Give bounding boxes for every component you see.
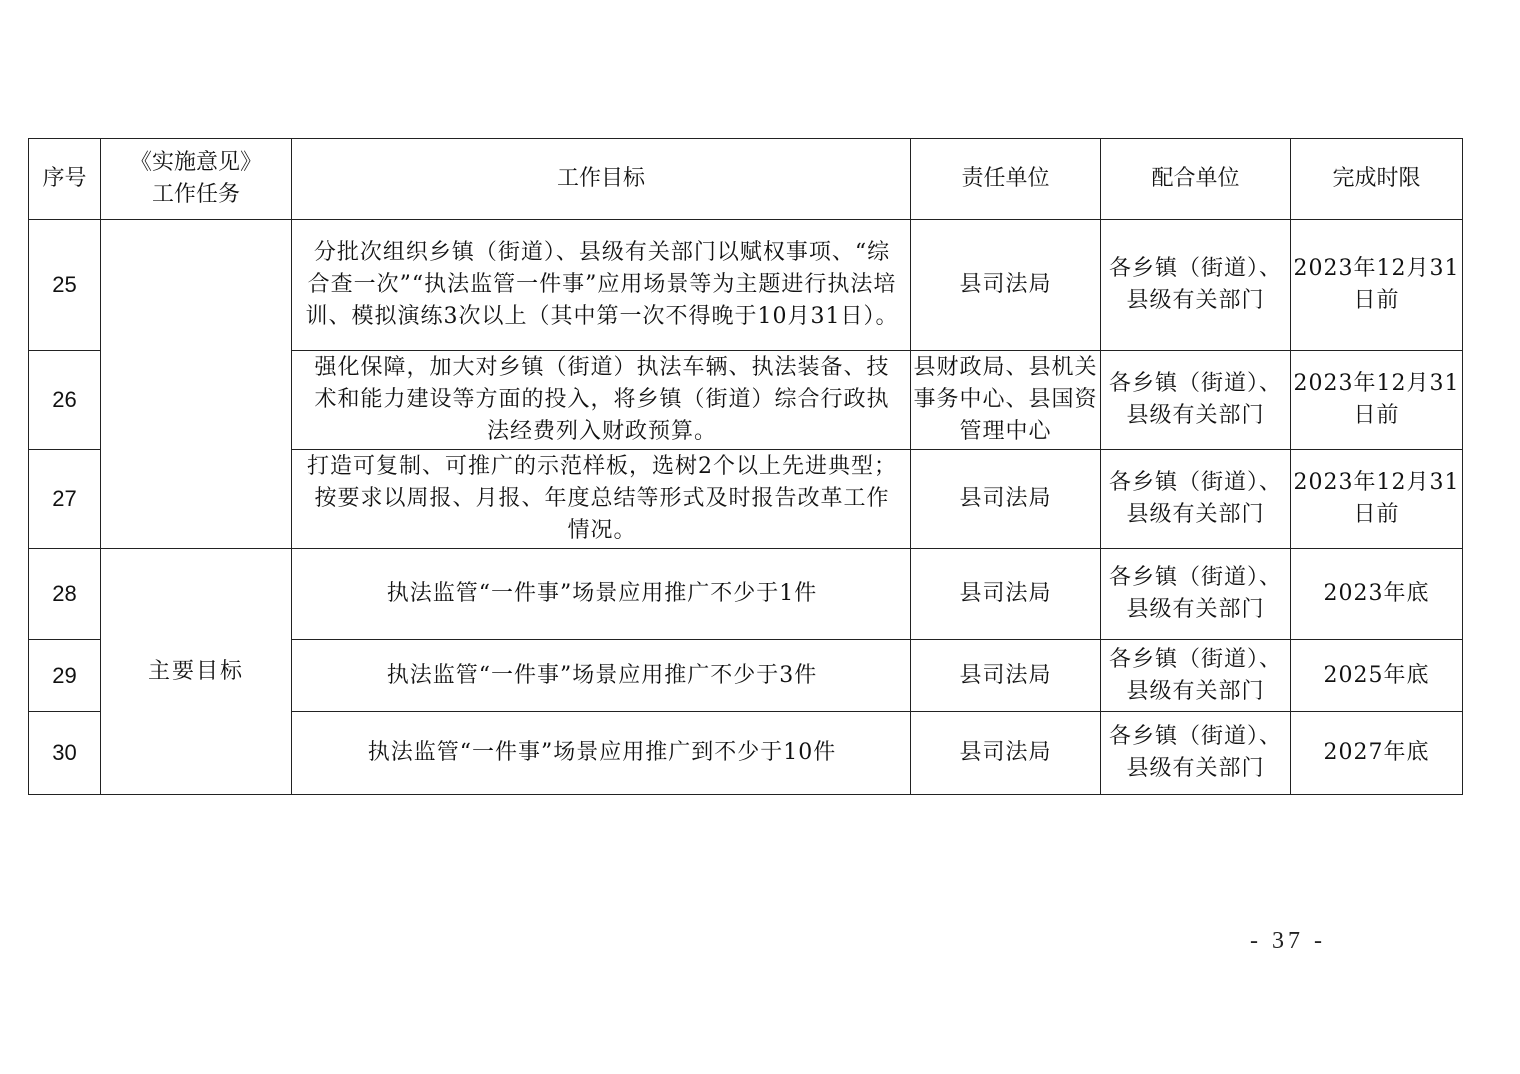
table-row	[29, 549, 1463, 640]
row-cooperating: 各乡镇（街道）、县级有关部门	[1101, 640, 1291, 712]
header-responsible: 责任单位	[911, 139, 1101, 220]
header-goal: 工作目标	[292, 139, 911, 220]
row-cooperating: 各乡镇（街道）、县级有关部门	[1101, 549, 1291, 640]
row-index: 27	[29, 450, 101, 549]
row-goal: 打造可复制、可推广的示范样板，选树2个以上先进典型；按要求以周报、月报、年度总结等形式及时报告改革工作情况。	[292, 450, 911, 549]
row-responsible: 县财政局、县机关事务中心、县国资管理中心	[911, 351, 1101, 450]
task-cell-empty	[101, 220, 292, 549]
header-task	[101, 139, 292, 220]
row-deadline: 2023年12月31日前	[1291, 351, 1463, 450]
row-cooperating: 各乡镇（街道）、县级有关部门	[1101, 450, 1291, 549]
header-task-line2: 工作任务	[151, 182, 240, 207]
row-deadline: 2023年12月31日前	[1291, 450, 1463, 549]
work-plan-table	[28, 138, 1463, 795]
row-index: 25	[29, 220, 101, 351]
row-responsible: 县司法局	[911, 450, 1101, 549]
row-index: 26	[29, 351, 101, 450]
row-goal: 强化保障，加大对乡镇（街道）执法车辆、执法装备、技术和能力建设等方面的投入，将乡镇（街道）综合行政执法经费列入财政预算。	[292, 351, 911, 450]
row-index: 29	[29, 640, 101, 712]
row-index: 30	[29, 712, 101, 795]
task-cell-main-goal: 主要目标	[101, 549, 292, 795]
row-goal: 执法监管“一件事”场景应用推广不少于1件	[292, 549, 911, 640]
table-header-row	[29, 139, 1463, 220]
row-deadline: 2025年底	[1291, 640, 1463, 712]
row-responsible: 县司法局	[911, 549, 1101, 640]
table-row	[29, 220, 1463, 351]
row-goal: 执法监管“一件事”场景应用推广到不少于10件	[292, 712, 911, 795]
row-responsible: 县司法局	[911, 712, 1101, 795]
row-index: 28	[29, 549, 101, 640]
row-cooperating: 各乡镇（街道）、县级有关部门	[1101, 712, 1291, 795]
page-number: - 37 -	[1250, 928, 1326, 954]
row-responsible: 县司法局	[911, 640, 1101, 712]
row-cooperating: 各乡镇（街道）、县级有关部门	[1101, 351, 1291, 450]
header-index: 序号	[29, 139, 101, 220]
row-responsible: 县司法局	[911, 220, 1101, 351]
row-deadline: 2023年12月31日前	[1291, 220, 1463, 351]
row-goal: 分批次组织乡镇（街道）、县级有关部门以赋权事项、“综合查一次”“执法监管一件事”应用场景等为主题进行执法培训、模拟演练3次以上（其中第一次不得晚于10月31日）。	[292, 220, 911, 351]
row-deadline: 2027年底	[1291, 712, 1463, 795]
header-task-line1: 《实施意见》	[129, 150, 262, 175]
row-cooperating: 各乡镇（街道）、县级有关部门	[1101, 220, 1291, 351]
row-deadline: 2023年底	[1291, 549, 1463, 640]
header-cooperating: 配合单位	[1101, 139, 1291, 220]
row-goal: 执法监管“一件事”场景应用推广不少于3件	[292, 640, 911, 712]
header-deadline: 完成时限	[1291, 139, 1463, 220]
